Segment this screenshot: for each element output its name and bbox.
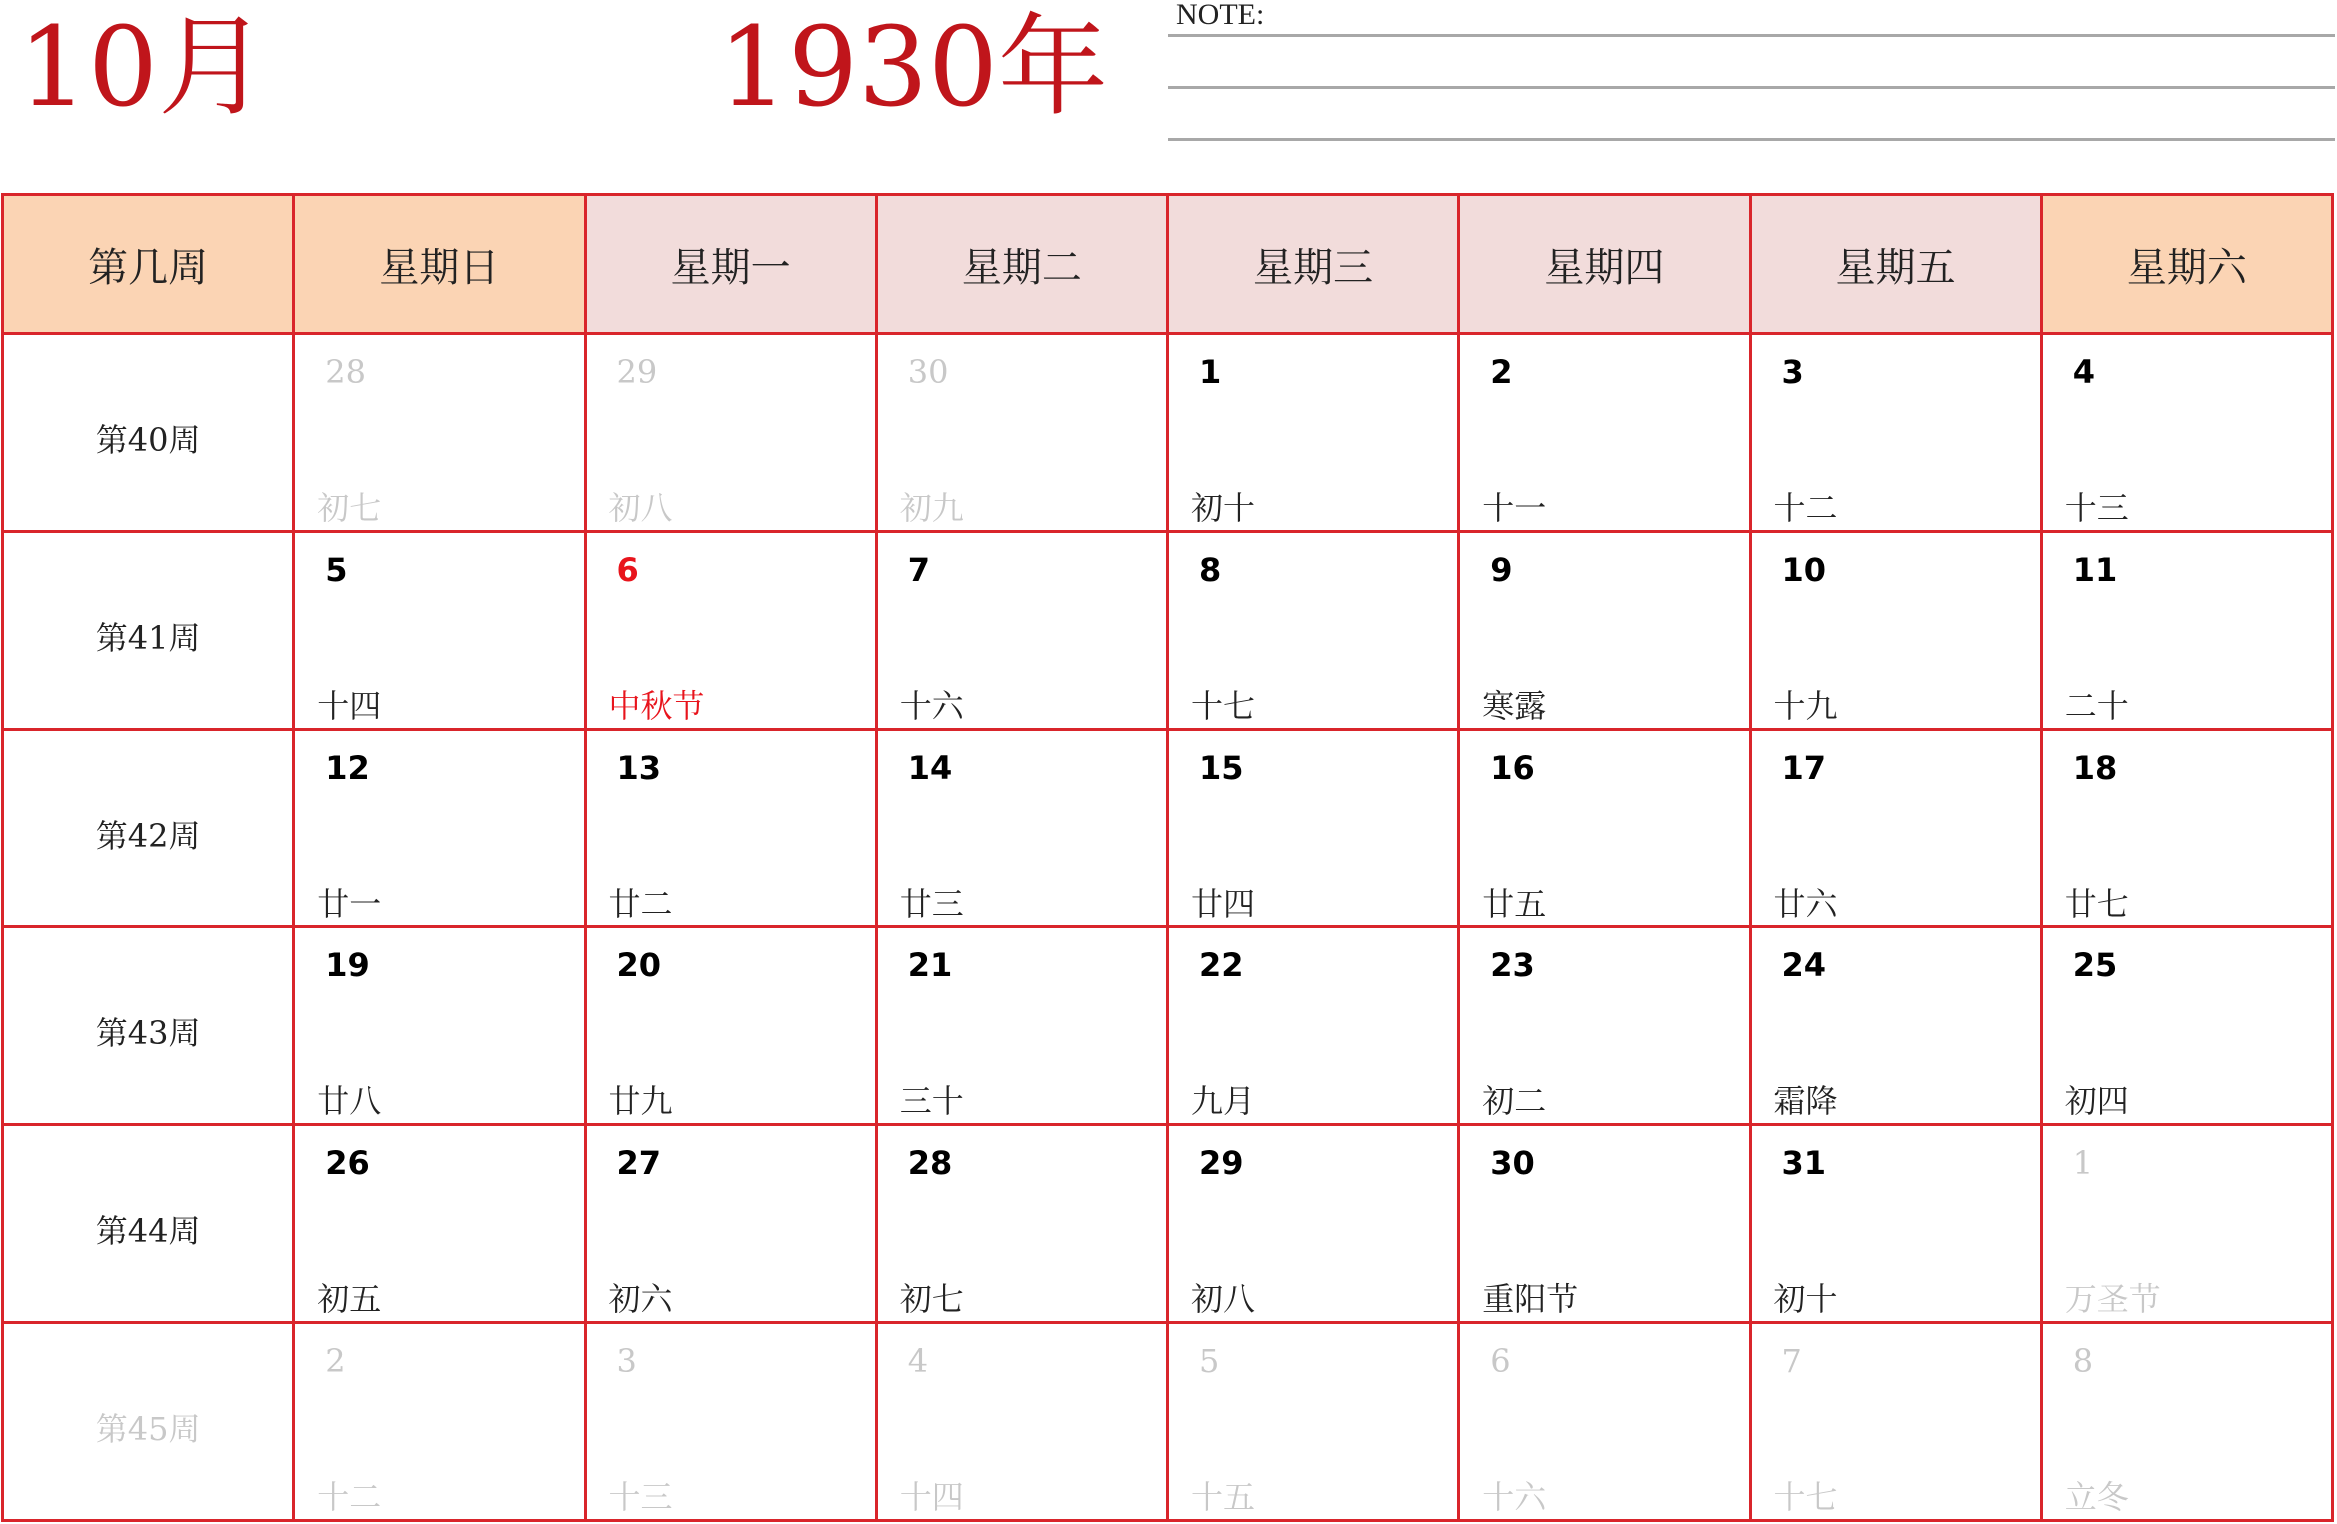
header-saturday: 星期六 (2041, 195, 2332, 334)
note-line (1168, 86, 2335, 89)
day-number: 11 (2072, 550, 2118, 589)
note-line (1168, 34, 2335, 37)
lunar-date: 初八 (608, 489, 673, 527)
day-cell[interactable] (876, 729, 1167, 927)
day-cell[interactable] (876, 1125, 1167, 1323)
week-row (3, 1323, 2333, 1521)
day-number: 21 (907, 946, 953, 985)
week-number-cell (3, 729, 294, 927)
header-week-number: 第几周 (3, 195, 294, 334)
day-cell[interactable] (1459, 927, 1750, 1125)
lunar-date: 十三 (608, 1478, 673, 1517)
lunar-date: 廿一 (317, 884, 382, 923)
day-number: 1 (2072, 1144, 2094, 1183)
day-cell[interactable] (1168, 1125, 1459, 1323)
day-number: 30 (1490, 1144, 1535, 1183)
day-number: 19 (325, 946, 370, 985)
day-number: 30 (907, 353, 949, 391)
day-number: 8 (2072, 1342, 2094, 1381)
lunar-date: 十一 (1482, 489, 1547, 527)
day-number: 28 (907, 1144, 953, 1183)
day-number: 13 (616, 748, 662, 787)
day-number: 24 (1781, 946, 1827, 985)
day-cell[interactable] (1750, 334, 2041, 532)
day-cell[interactable] (294, 1323, 585, 1521)
lunar-date: 十七 (1191, 686, 1256, 725)
day-cell[interactable] (2041, 1125, 2332, 1323)
week-number-label: 第44周 (95, 1212, 201, 1251)
day-cell[interactable] (1459, 729, 1750, 927)
header-monday: 星期一 (585, 195, 876, 334)
lunar-date: 初十 (1191, 489, 1256, 527)
day-cell[interactable] (1750, 1125, 2041, 1323)
day-cell[interactable] (1459, 1125, 1750, 1323)
lunar-date: 廿七 (2064, 884, 2129, 923)
day-number: 28 (325, 353, 366, 391)
lunar-date: 立冬 (2064, 1478, 2129, 1517)
day-cell[interactable] (585, 729, 876, 927)
day-number: 15 (1199, 748, 1244, 787)
week-number-label: 第42周 (95, 816, 201, 855)
lunar-date: 初十 (1773, 1280, 1838, 1319)
week-row (3, 729, 2333, 927)
calendar-table (1, 193, 2334, 1522)
header-tuesday: 星期二 (876, 195, 1167, 334)
lunar-date: 寒露 (1482, 686, 1547, 725)
lunar-date: 初四 (2064, 1082, 2129, 1121)
day-cell[interactable] (585, 334, 876, 532)
lunar-date: 十三 (2064, 489, 2129, 527)
day-number: 8 (1199, 550, 1222, 589)
lunar-date: 十七 (1773, 1478, 1838, 1517)
day-number: 2 (325, 1342, 346, 1381)
day-number: 25 (2072, 946, 2118, 985)
day-number: 14 (907, 748, 953, 787)
day-cell[interactable] (1750, 927, 2041, 1125)
day-cell[interactable] (294, 729, 585, 927)
header-row (3, 195, 2333, 334)
lunar-date: 初八 (1191, 1280, 1256, 1319)
header-thursday: 星期四 (1459, 195, 1750, 334)
lunar-date: 十五 (1191, 1478, 1256, 1517)
day-number: 6 (616, 550, 639, 589)
day-cell[interactable] (2041, 531, 2332, 729)
day-cell[interactable] (294, 927, 585, 1125)
day-number: 3 (616, 1342, 637, 1381)
day-cell[interactable] (585, 1323, 876, 1521)
day-cell[interactable] (1750, 531, 2041, 729)
day-cell[interactable] (1750, 1323, 2041, 1521)
day-number: 31 (1781, 1144, 1827, 1183)
day-number: 4 (2072, 353, 2096, 391)
day-cell[interactable] (1750, 729, 2041, 927)
day-number: 2 (1490, 353, 1513, 391)
week-row (3, 334, 2333, 532)
day-cell[interactable] (294, 1125, 585, 1323)
lunar-date: 廿五 (1482, 884, 1547, 923)
day-number: 16 (1490, 748, 1535, 787)
lunar-date: 廿九 (608, 1082, 673, 1121)
day-cell[interactable] (876, 927, 1167, 1125)
day-cell[interactable] (1168, 334, 1459, 532)
day-number: 9 (1490, 550, 1513, 589)
lunar-date: 十四 (899, 1478, 964, 1517)
day-number: 1 (1199, 353, 1222, 391)
lunar-date: 廿三 (899, 884, 964, 923)
lunar-date: 初五 (317, 1280, 382, 1319)
header-friday: 星期五 (1750, 195, 2041, 334)
day-number: 3 (1781, 353, 1804, 391)
lunar-date: 廿八 (317, 1082, 382, 1121)
day-cell[interactable] (1459, 531, 1750, 729)
lunar-date: 廿六 (1773, 884, 1838, 923)
day-cell[interactable] (1168, 927, 1459, 1125)
day-cell[interactable] (294, 334, 585, 532)
lunar-date: 廿二 (608, 884, 673, 923)
week-row (3, 927, 2333, 1125)
day-number: 4 (907, 1342, 929, 1381)
day-cell[interactable] (2041, 1323, 2332, 1521)
day-cell[interactable] (294, 531, 585, 729)
day-cell[interactable] (585, 531, 876, 729)
lunar-date: 十二 (1773, 489, 1838, 527)
week-number-cell (3, 531, 294, 729)
lunar-date: 十二 (317, 1478, 382, 1517)
day-cell[interactable] (1459, 1323, 1750, 1521)
note-label: NOTE: (1176, 0, 1265, 31)
week-number-cell (3, 1125, 294, 1323)
lunar-date: 中秋节 (608, 686, 705, 725)
week-row (3, 531, 2333, 729)
lunar-date: 十六 (899, 686, 964, 725)
day-cell[interactable] (585, 1125, 876, 1323)
lunar-date: 初六 (608, 1280, 673, 1319)
header-sunday: 星期日 (294, 195, 585, 334)
day-number: 5 (325, 550, 348, 589)
lunar-date: 重阳节 (1482, 1280, 1579, 1319)
lunar-date: 二十 (2064, 686, 2129, 725)
day-number: 5 (1199, 1342, 1220, 1381)
note-area (1168, 0, 2335, 145)
lunar-date: 九月 (1191, 1082, 1256, 1121)
day-cell[interactable] (1168, 1323, 1459, 1521)
week-number-cell (3, 334, 294, 532)
lunar-date: 十九 (1773, 686, 1838, 725)
week-number-label: 第43周 (95, 1014, 201, 1053)
month-title: 10月 (18, 3, 268, 131)
lunar-date: 初二 (1482, 1082, 1547, 1121)
day-cell[interactable] (876, 531, 1167, 729)
day-number: 22 (1199, 946, 1244, 985)
lunar-date: 三十 (899, 1082, 964, 1121)
lunar-date: 初九 (899, 489, 964, 527)
day-number: 7 (907, 550, 931, 589)
lunar-date: 万圣节 (2064, 1280, 2161, 1319)
day-cell[interactable] (876, 1323, 1167, 1521)
week-number-cell (3, 927, 294, 1125)
day-number: 29 (1199, 1144, 1244, 1183)
day-cell[interactable] (876, 334, 1167, 532)
day-number: 12 (325, 748, 370, 787)
day-number: 27 (616, 1144, 662, 1183)
day-cell[interactable] (1459, 334, 1750, 532)
day-number: 17 (1781, 748, 1827, 787)
lunar-date: 廿四 (1191, 884, 1256, 923)
day-number: 7 (1781, 1342, 1802, 1381)
week-number-cell (3, 1323, 294, 1521)
day-number: 6 (1490, 1342, 1511, 1381)
day-number: 29 (616, 353, 658, 391)
day-number: 18 (2072, 748, 2118, 787)
lunar-date: 初七 (317, 489, 382, 527)
note-line (1168, 138, 2335, 141)
day-number: 10 (1781, 550, 1827, 589)
lunar-date: 霜降 (1773, 1082, 1838, 1121)
day-cell[interactable] (2041, 927, 2332, 1125)
day-cell[interactable] (1168, 729, 1459, 927)
week-number-label: 第40周 (95, 421, 201, 459)
week-number-label: 第41周 (95, 618, 201, 657)
day-cell[interactable] (2041, 729, 2332, 927)
lunar-date: 初七 (899, 1280, 964, 1319)
week-number-label: 第45周 (95, 1410, 201, 1449)
lunar-date: 十六 (1482, 1478, 1547, 1517)
day-cell[interactable] (1168, 531, 1459, 729)
day-number: 23 (1490, 946, 1535, 985)
year-title: 1930年 (718, 3, 1108, 131)
lunar-date: 十四 (317, 686, 382, 725)
header-wednesday: 星期三 (1168, 195, 1459, 334)
day-number: 20 (616, 946, 662, 985)
day-number: 26 (325, 1144, 370, 1183)
week-row (3, 1125, 2333, 1323)
day-cell[interactable] (585, 927, 876, 1125)
day-cell[interactable] (2041, 334, 2332, 532)
